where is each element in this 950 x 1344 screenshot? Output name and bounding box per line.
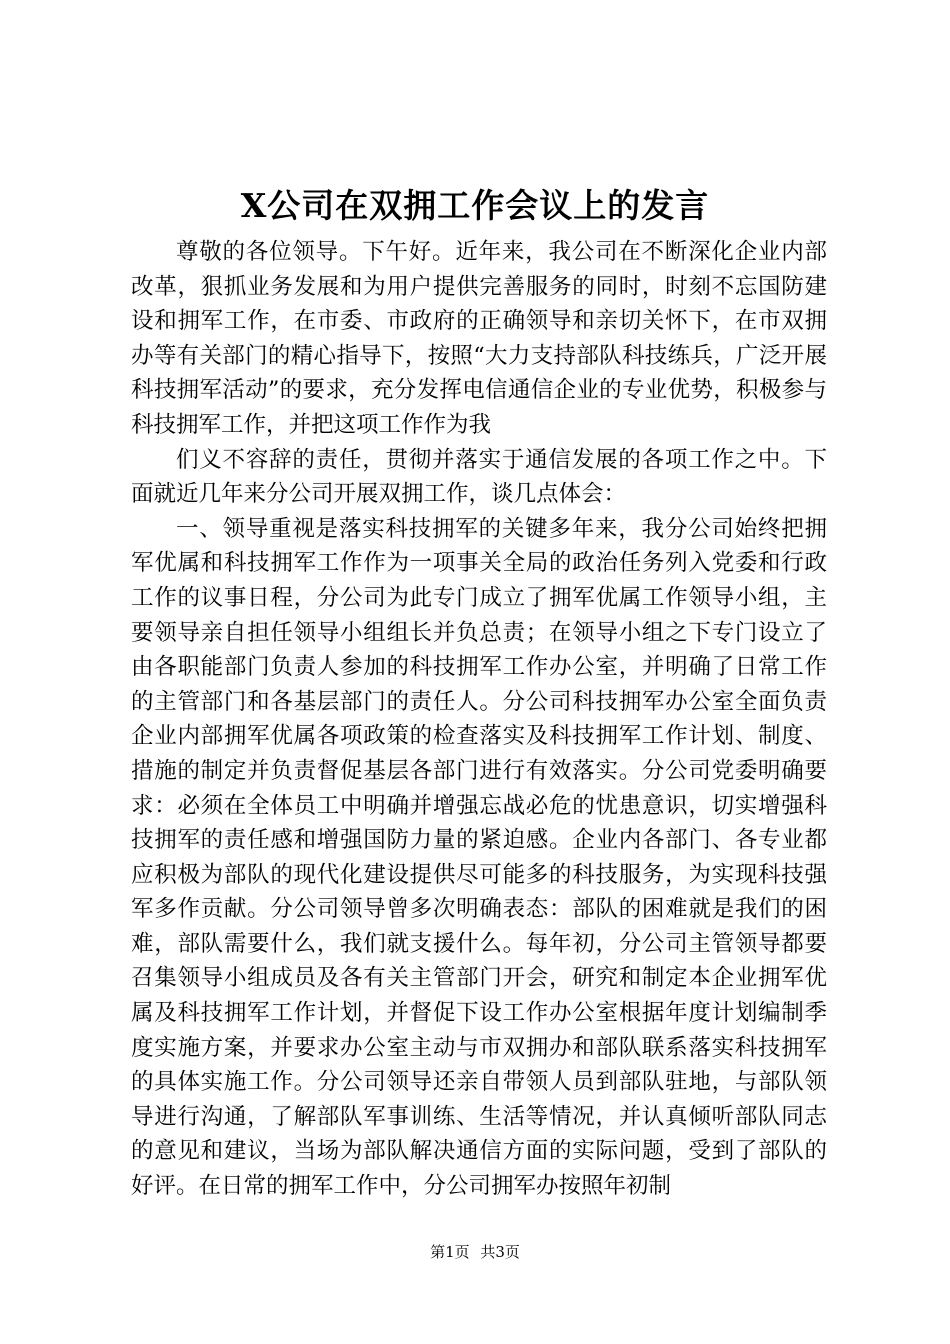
document-body: [131, 235, 827, 1204]
page-number: 第1页: [430, 1243, 470, 1261]
paragraph-greeting: 尊敬的各位领导。下午好。近年来，我公司在不断深化企业内部改革，狠抓业务发展和为用户提供完善服务的同时，时刻不忘国防建设和拥军工作，在市委、市政府的正确领导和亲切关怀下，在市双拥办等有关部门的精心指导下，按照“大力支持部队科技练兵，广泛开展科技拥军活动”的要求，充分发挥电信通信企业的专业优势，积极参与科技拥军工作，并把这项工作作为我: [131, 239, 827, 438]
paragraph-intro: 们义不容辞的责任，贯彻并落实于通信发展的各项工作之中。下面就近几年来分公司开展双拥工作，谈几点体会：: [131, 446, 827, 508]
page-title: X公司在双拥工作会议上的发言: [240, 186, 710, 225]
page-total: 共3页: [480, 1243, 520, 1261]
page-footer: [0, 1242, 950, 1262]
paragraph-section-one: 一、领导重视是落实科技拥军的关键多年来，我分公司始终把拥军优属和科技拥军工作作为一项事关全局的政治任务列入党委和行政工作的议事日程，分公司为此专门成立了拥军优属工作领导小组，主要领导亲自担任领导小组组长并负总责；在领导小组之下专门设立了由各职能部门负责人参加的科技拥军工作办公室，并明确了日常工作的主管部门和各基层部门的责任人。分公司科技拥军办公室全面负责企业内部拥军优属各项政策的检查落实及科技拥军工作计划、制度、措施的制定并负责督促基层各部门进行有效落实。分公司党委明确要求：必须在全体员工中明确并增强忘战必危的忧患意识，切实增强科技拥军的责任感和增强国防力量的紧迫感。企业内各部门、各专业都应积极为部队的现代化建设提供尽可能多的科技服务，为实现科技强军多作贡献。分公司领导曾多次明确表态：部队的困难就是我们的困难，部队需要什么，我们就支援什么。每年初，分公司主管领导都要召集领导小组成员及各有关主管部门开会，研究和制定本企业拥军优属及科技拥军工作计划，并督促下设工作办公室根据年度计划编制季度实施方案，并要求办公室主动与市双拥办和部队联系落实科技拥军的具体实施工作。分公司领导还亲自带领人员到部队驻地，与部队领导进行沟通，了解部队军事训练、生活等情况，并认真倾听部队同志的意见和建议，当场为部队解决通信方面的实际问题，受到了部队的好评。在日常的拥军工作中，分公司拥军办按照年初制: [131, 515, 827, 1200]
